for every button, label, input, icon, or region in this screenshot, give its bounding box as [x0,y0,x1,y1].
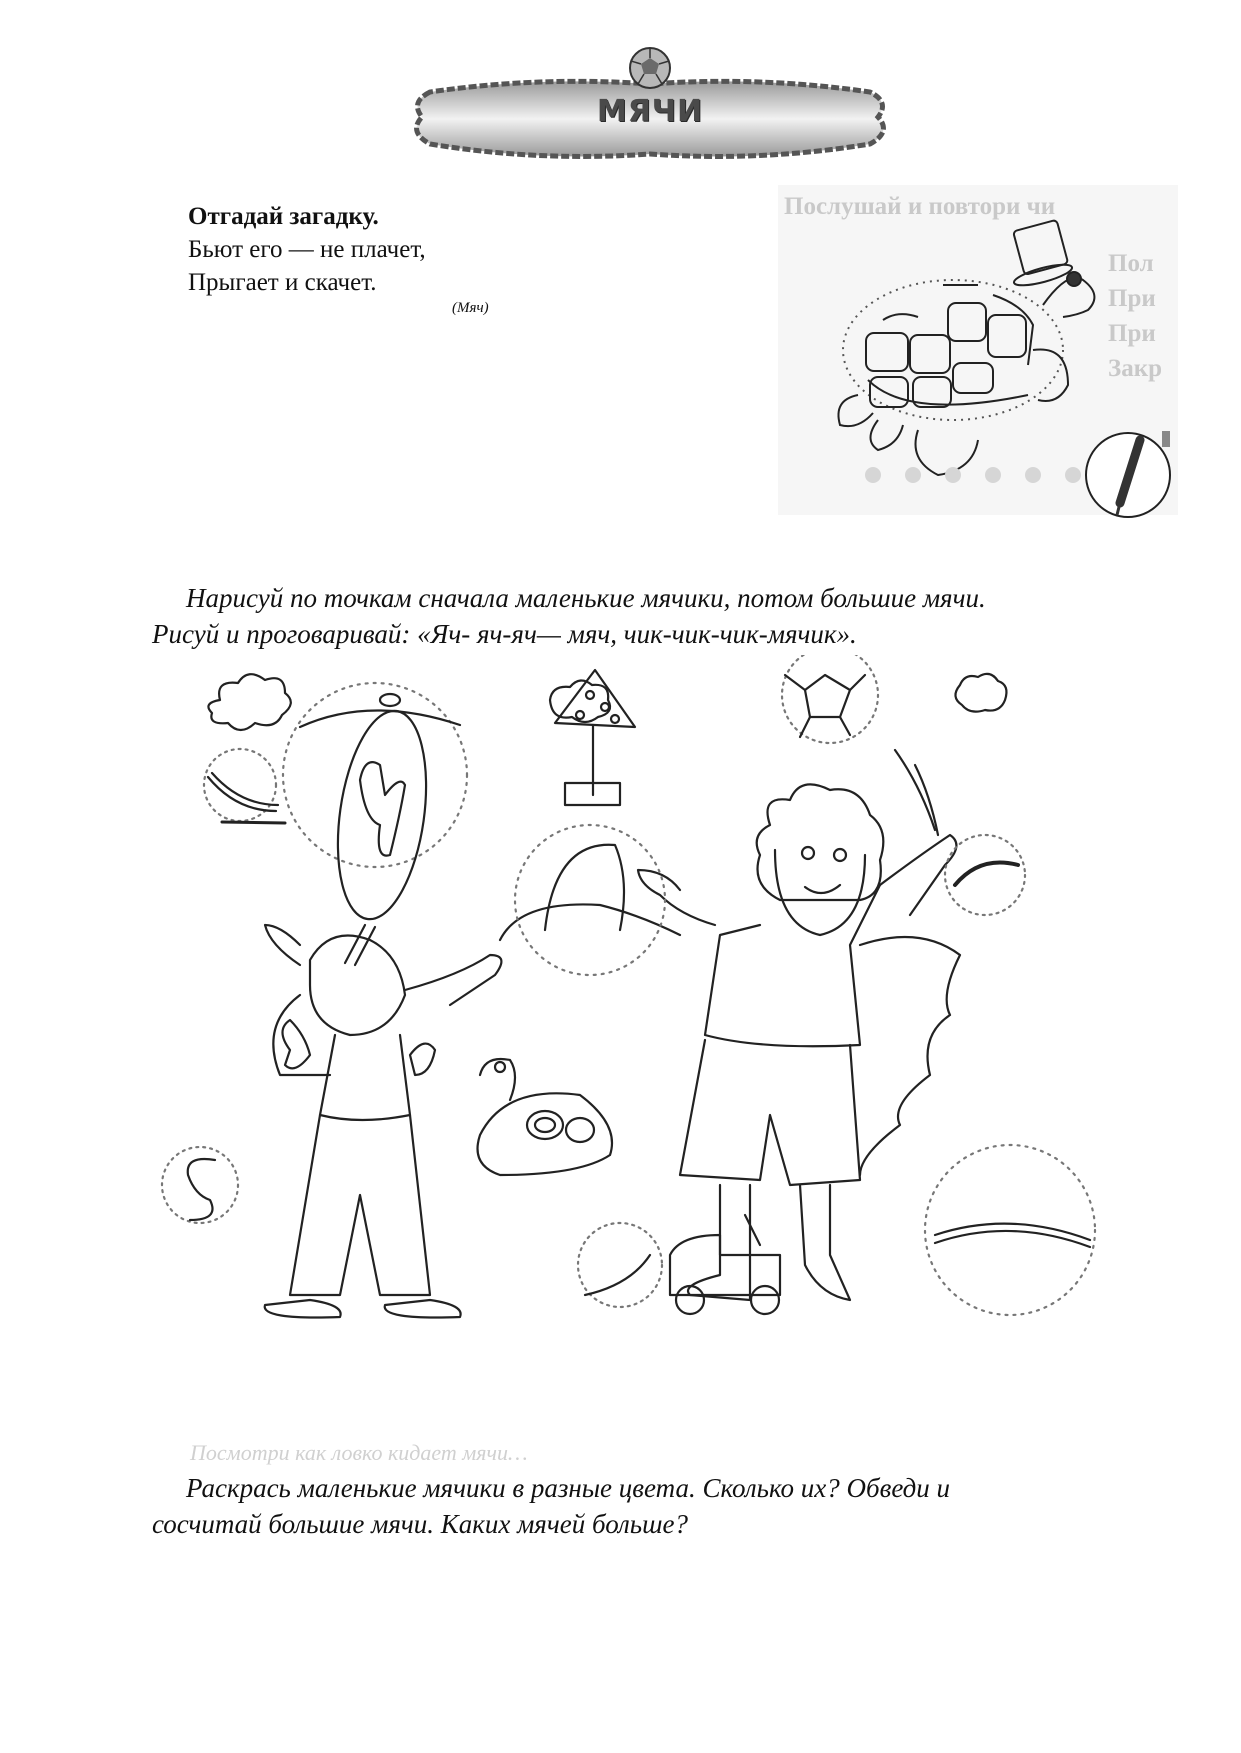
girl-head [310,936,405,1036]
turtle [480,1059,515,1100]
turtle-drawing [778,185,1180,535]
riddle-line: Прыгает и скачет. [188,269,377,296]
cloud-icon [208,674,290,730]
bleed-through-text: Посмотри как ловко кидает мячи… [190,1440,528,1465]
riddle-line: Бьют его — не плачет, [188,236,426,263]
ghost-text: Послушай и повтори чи [784,193,1056,220]
boy-shorts [680,1040,860,1185]
girl-body [320,1035,410,1120]
soccer-ball-outline [782,655,878,743]
page-title: МЯЧИ [596,94,704,129]
instruction-line: сосчитай большие мячи. Каких мячей больше? [152,1509,688,1539]
cloud-icon [955,674,1006,712]
girl-bow [283,1020,311,1068]
instruction-line: Раскрась маленькие мячики в разные цвета. Сколько их? Обведи и [186,1473,951,1503]
riddle-answer: (Мяч) [452,300,489,316]
girl-pants [290,1115,430,1295]
instruction-top [152,580,1212,652]
boy-hair [757,784,884,900]
ghost-text: При [1108,320,1156,347]
instruction-line: Рисуй и проговаривай: «Яч- яч-яч— мяч, чик-чик-чик-мячик». [152,619,857,649]
beach-scene [160,655,1200,1455]
pencil-icon [1086,431,1170,517]
cloud-icon [550,680,610,722]
ghost-text: Закр [1108,355,1163,382]
ghost-text: При [1108,285,1156,312]
riddle-heading: Отгадай загадку. [188,203,379,230]
turtle-inset [778,185,1180,535]
coloring-illustration [160,655,1200,1455]
instruction-bottom [152,1470,1212,1542]
instruction-line: Нарисуй по точкам сначала маленькие мячики, потом большие мячи. [186,583,986,613]
ghost-text: Пол [1108,250,1154,277]
soccer-ball-icon [628,46,672,90]
riddle-block [188,200,588,317]
girl-bow [410,1044,435,1075]
small-ball-outline [945,835,1025,915]
